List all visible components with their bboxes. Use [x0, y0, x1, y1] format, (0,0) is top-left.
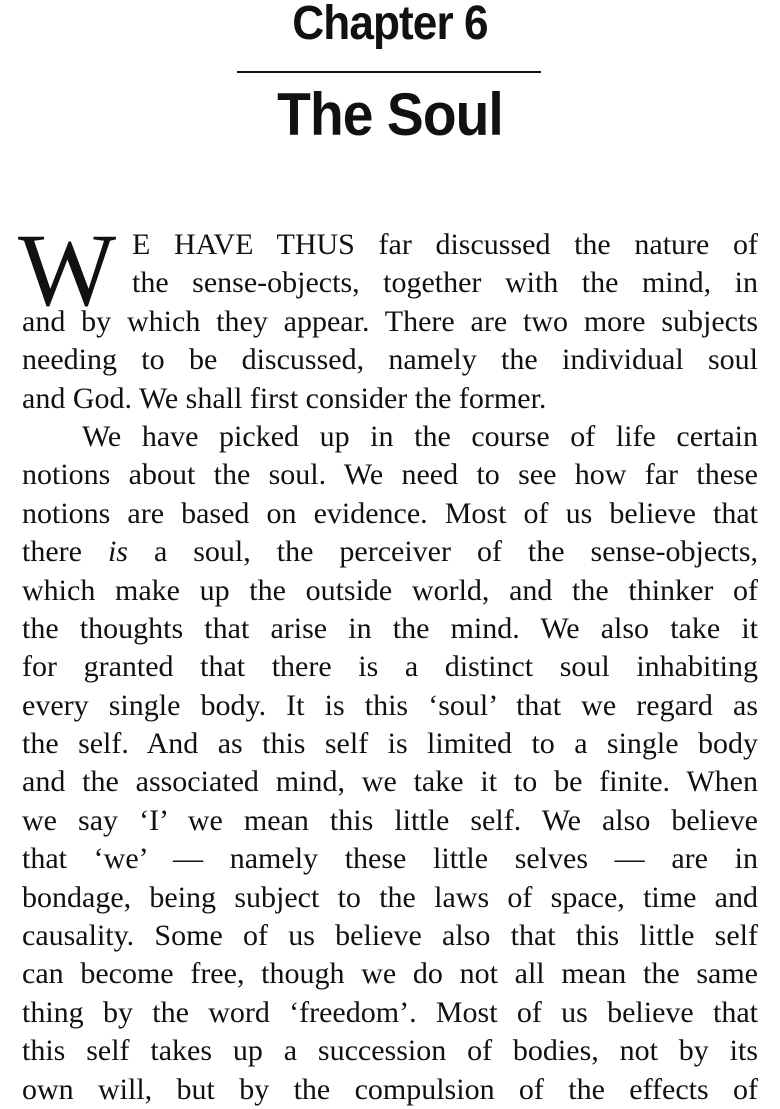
text-line: We have picked up in the course of life certain [82, 419, 758, 453]
text-line: this self takes up a succession of bodies, not by its [22, 1034, 758, 1068]
text-line: E HAVE THUS far discussed the nature of [132, 228, 758, 261]
text-line: the thoughts that arise in the mind. We also take it [22, 611, 758, 645]
text-line: for granted that there is a distinct soul inhabiting [22, 650, 758, 684]
text-line: we say ‘I’ we mean this little self. We also believe [22, 803, 758, 837]
text-line: can become free, though we do not all mean the same [22, 957, 758, 991]
text-line: the self. And as this self is limited to a single body [22, 727, 758, 761]
text-line: the sense-objects, together with the mind, in [132, 266, 758, 300]
text-line [22, 533, 758, 571]
drop-cap: W [18, 213, 117, 328]
chapter-title: The Soul [277, 81, 503, 148]
text-line: which make up the outside world, and the thinker of [22, 573, 758, 607]
text-line: causality. Some of us believe also that this little self [22, 919, 758, 953]
text-line: thing by the word ‘freedom’. Most of us believe that [22, 995, 758, 1029]
italic-emphasis: is [107, 535, 128, 569]
text-segment: there [22, 535, 108, 569]
text-line: bondage, being subject to the laws of space, time and [22, 880, 758, 914]
text-line: notions are based on evidence. Most of us believe that [22, 496, 758, 530]
text-line: needing to be discussed, namely the individual soul [22, 343, 758, 377]
text-line: own will, but by the compulsion of the effects of [22, 1072, 758, 1106]
heading-divider [237, 71, 541, 73]
text-line: notions about the soul. We need to see how far these [22, 458, 758, 492]
body-text [18, 213, 758, 1109]
text-line: every single body. It is this ‘soul’ that we regard as [22, 688, 758, 722]
chapter-number: Chapter 6 [292, 0, 488, 50]
text-line: and God. We shall first consider the former. [22, 381, 547, 415]
text-segment: a soul, the perceiver of the sense-objects, [127, 535, 758, 569]
text-line: and by which they appear. There are two more subjects [22, 304, 758, 338]
text-line: and the associated mind, we take it to be finite. When [22, 765, 758, 799]
text-line: that ‘we’ — namely these little selves — are in [22, 842, 758, 876]
